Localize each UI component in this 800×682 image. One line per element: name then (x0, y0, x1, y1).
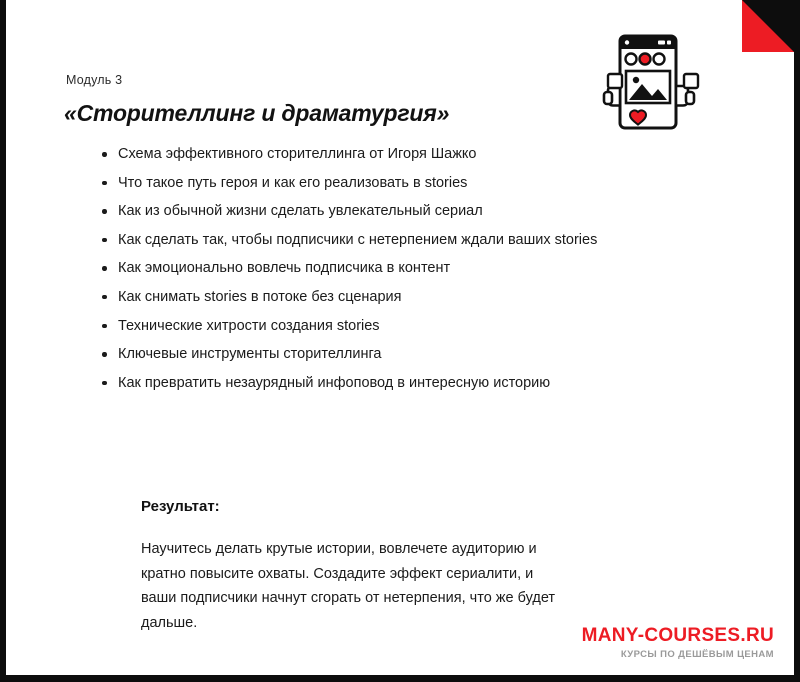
list-item: Что такое путь героя и как его реализовать в stories (118, 169, 618, 198)
result-text: Научитесь делать крутые истории, вовлечете аудиторию и кратно повысите охваты. Создадите эффект сериалити, и ваши подписчики начнут сгорать от нетерпения, что же будет дальше. (141, 541, 556, 631)
result-title: Результат: (141, 498, 220, 515)
list-item: Как сделать так, чтобы подписчики с нетерпением ждали ваших stories (118, 226, 618, 255)
list-item: Схема эффективного сторителлинга от Игоря Шажко (118, 140, 618, 169)
bullet-list (96, 140, 618, 397)
smartphone-stories-icon (600, 34, 706, 134)
list-item: Как снимать stories в потоке без сценария (118, 283, 618, 312)
watermark (582, 626, 774, 660)
page-title: «Сторителлинг и драматургия» (64, 100, 450, 126)
watermark-main: MANY-COURSES.RU (581, 624, 774, 646)
list-item: Технические хитрости создания stories (118, 312, 618, 341)
result-block (141, 498, 571, 635)
list-item: Ключевые инструменты сторителлинга (118, 340, 618, 369)
watermark-sub: КУРСЫ ПО ДЕШЁВЫМ ЦЕНАМ (620, 648, 774, 660)
module-label: Модуль 3 (66, 73, 123, 87)
list-item: Как превратить незаурядный инфоповод в интересную историю (118, 369, 618, 398)
list-item: Как эмоционально вовлечь подписчика в контент (118, 254, 618, 283)
list-item: Как из обычной жизни сделать увлекательный сериал (118, 197, 618, 226)
